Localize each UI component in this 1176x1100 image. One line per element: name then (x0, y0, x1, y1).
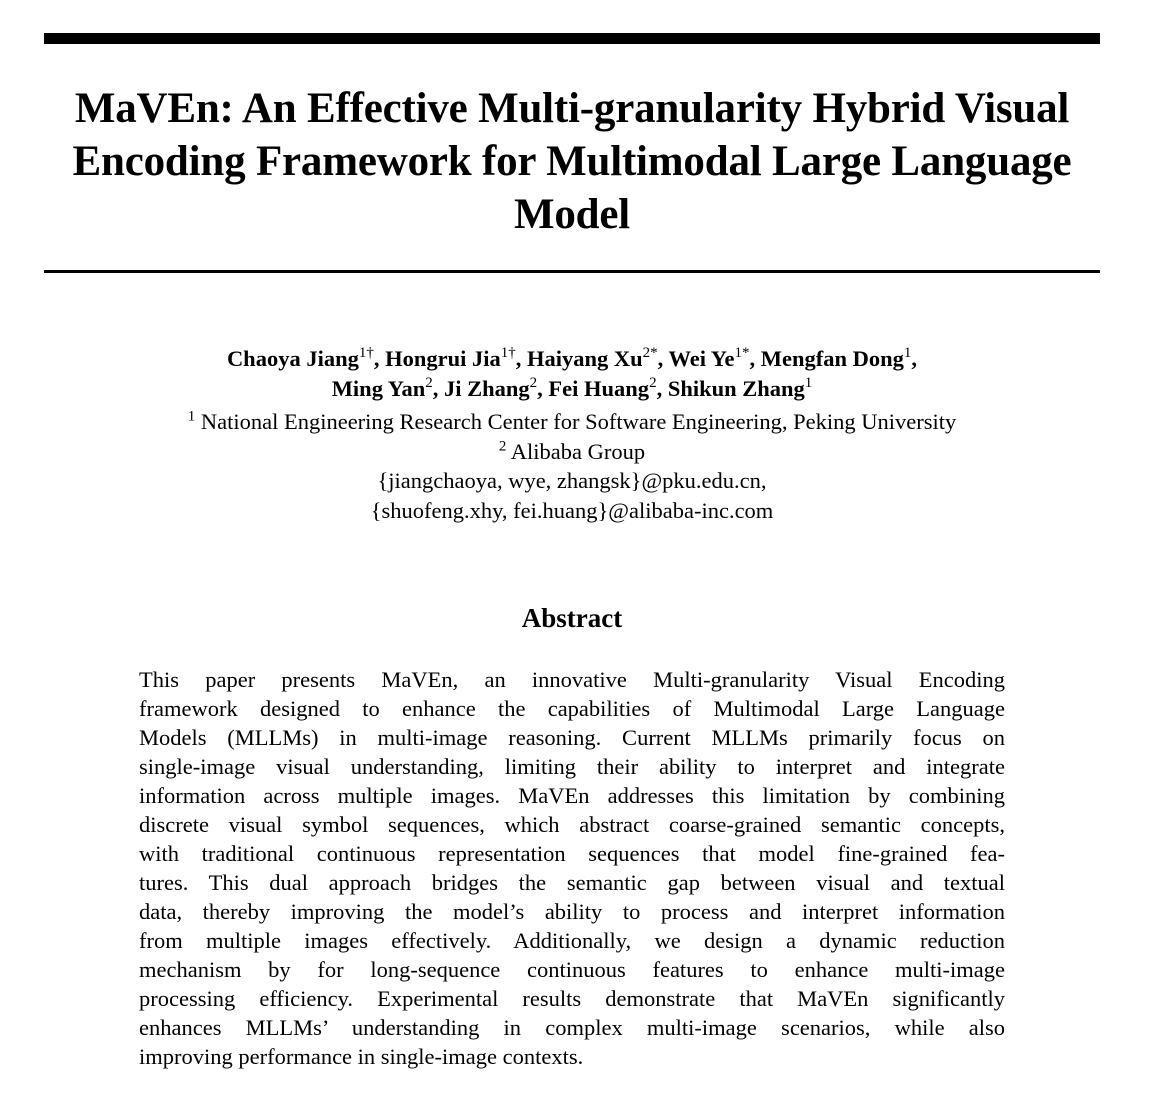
affiliation-mark: 2 (642, 344, 651, 361)
abstract-line: enhances MLLMs’ understanding in complex multi-image scenarios, while also (139, 1015, 1005, 1040)
author-separator: , (749, 346, 761, 371)
author-name: Hongrui Jia (385, 346, 501, 371)
footnote-mark: * (650, 344, 658, 361)
affiliations-block (44, 407, 1100, 525)
author-name: Fei Huang (548, 376, 650, 401)
abstract-line: mechanism by for long-sequence continuous features to enhance multi-image (139, 957, 1005, 982)
title-line: Encoding Framework for Multimodal Large Language (72, 138, 1072, 185)
footnote-mark: † (508, 344, 516, 361)
affiliation-mark: 1 (804, 374, 813, 391)
abstract-line: data, thereby improving the model’s ability to process and interpret information (139, 899, 1005, 924)
author-list (44, 344, 1100, 404)
affiliation-mark: 1 (187, 408, 196, 425)
affiliation-mark: 2 (649, 374, 657, 391)
title-line: Model (513, 191, 631, 238)
abstract-line: framework designed to enhance the capabilities of Multimodal Large Language (139, 696, 1005, 721)
footnote-mark: † (366, 344, 374, 361)
author-line (44, 344, 1100, 374)
affiliation (44, 407, 1100, 437)
author-name: Ji Zhang (444, 376, 530, 401)
title-line: MaVEn: An Effective Multi-granularity Hybrid Visual (74, 85, 1070, 132)
paper-title (44, 82, 1100, 241)
author-line (44, 374, 1100, 404)
title-bottom-rule (44, 270, 1100, 273)
abstract-heading: Abstract (521, 603, 623, 633)
abstract-line: single-image visual understanding, limiting their ability to interpret and integrate (139, 754, 1005, 779)
author-separator: , (515, 346, 527, 371)
affiliation-mark: 2 (529, 374, 538, 391)
affiliation-mark: 1 (903, 344, 912, 361)
author-name: Wei Ye (668, 346, 735, 371)
author-separator: , (537, 376, 549, 401)
abstract-line: tures. This dual approach bridges the semantic gap between visual and textual (139, 870, 1005, 895)
title-top-rule (44, 33, 1100, 44)
abstract-line: processing efficiency. Experimental results demonstrate that MaVEn significantly (139, 986, 1005, 1011)
affiliation-mark: 1 (734, 344, 743, 361)
affiliation-mark: 2 (498, 438, 507, 454)
author-separator: , (373, 346, 386, 371)
affiliation-text: National Engineering Research Center for Software Engineering, Peking University (200, 409, 957, 434)
abstract-line: improving performance in single-image contexts. (139, 1044, 584, 1069)
affiliation-mark: 1 (500, 344, 509, 361)
email-line: {jiangchaoya, wye, zhangsk}@pku.edu.cn, (377, 468, 767, 493)
abstract-line: information across multiple images. MaVEn addresses this limitation by combining (139, 783, 1005, 808)
author-name: Mengfan Dong (760, 346, 904, 371)
affiliation-mark: 2 (425, 374, 433, 391)
author-name: Ming Yan (331, 376, 426, 401)
email-line: {shuofeng.xhy, fei.huang}@alibaba-inc.com (370, 497, 774, 523)
abstract-line: discrete visual symbol sequences, which abstract coarse-grained semantic concepts, (139, 812, 1005, 837)
affiliation-mark: 1 (358, 344, 367, 361)
footnote-mark: * (742, 344, 750, 361)
author-name: Chaoya Jiang (226, 346, 359, 371)
abstract-line: from multiple images effectively. Additionally, we design a dynamic reduction (139, 928, 1005, 953)
author-name: Haiyang Xu (527, 346, 643, 371)
abstract-line: This paper presents MaVEn, an innovative Multi-granularity Visual Encoding (139, 667, 1005, 692)
affiliation-text: Alibaba Group (510, 438, 646, 464)
author-separator: , (656, 376, 668, 401)
author-separator: , (657, 346, 669, 371)
abstract-line: with traditional continuous representation sequences that model fine-grained fea- (139, 841, 1005, 866)
author-separator: , (911, 346, 918, 371)
affiliation (44, 437, 1100, 467)
author-name: Shikun Zhang (667, 376, 805, 401)
abstract-line: Models (MLLMs) in multi-image reasoning. Current MLLMs primarily focus on (139, 725, 1005, 750)
abstract-body (139, 665, 1005, 1071)
author-separator: , (432, 376, 444, 401)
